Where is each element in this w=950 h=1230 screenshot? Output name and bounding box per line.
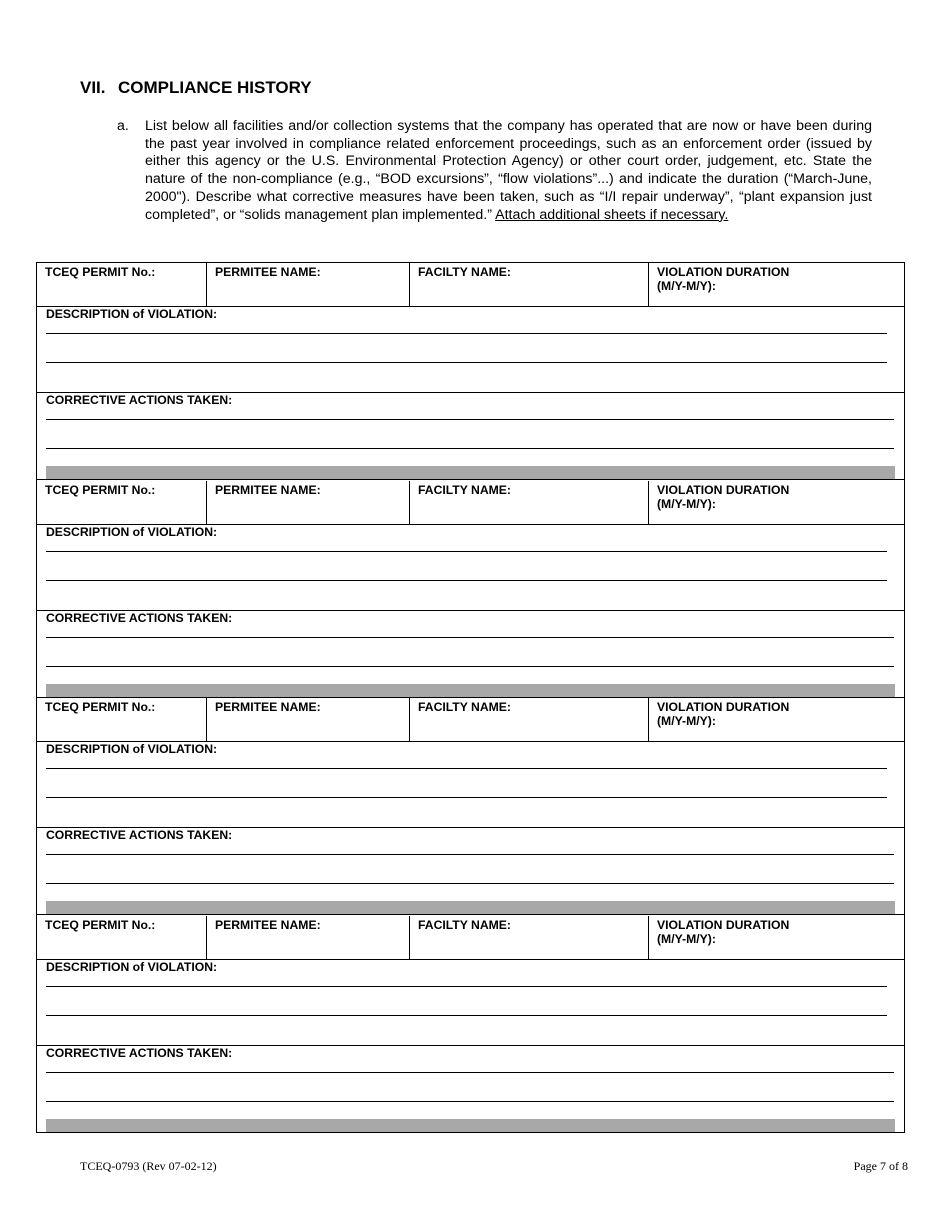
corrective-label: CORRECTIVE ACTIONS TAKEN:	[46, 610, 233, 625]
corrective-line[interactable]	[46, 419, 894, 420]
permit-number-label: TCEQ PERMIT No.:	[45, 265, 156, 279]
description-line[interactable]	[46, 768, 887, 769]
permit-number-field[interactable]	[37, 263, 207, 306]
section-heading	[80, 78, 312, 98]
description-label: DESCRIPTION of VIOLATION:	[46, 959, 218, 974]
description-line[interactable]	[46, 333, 887, 334]
page-number: Page 7 of 8	[853, 1159, 908, 1173]
violation-duration-format: (M/Y-M/Y):	[657, 279, 716, 293]
permit-number-label: TCEQ PERMIT No.:	[45, 700, 156, 714]
violation-duration-label: VIOLATION DURATION	[657, 917, 790, 932]
section-title: COMPLIANCE HISTORY	[118, 78, 312, 97]
attach-note: Attach additional sheets if necessary.	[495, 206, 729, 223]
entry-header-row	[37, 698, 904, 742]
permit-number-field[interactable]	[37, 481, 207, 524]
violation-duration-field[interactable]	[649, 698, 904, 741]
description-line[interactable]	[46, 580, 887, 581]
corrective-line[interactable]	[46, 448, 894, 449]
facility-name-field[interactable]	[410, 698, 649, 741]
permit-number-field[interactable]	[37, 698, 207, 741]
facility-name-label: FACILTY NAME:	[418, 917, 511, 932]
instructions-text: List below all facilities and/or collection systems that the company has operated that are now or have been during the past year involved in compliance related enforcement proceedings, such as an enforcement order (issued by either this agency or the U.S. Environmental Protection Agency) or other court order, judgement, etc. State the nature of the non-compliance (e.g., “BOD excursions”, “flow violations”...) and indicate the duration (“March-June, 2000"). Describe what corrective measures have been taken, such as “I/I repair underway”, “plant expansion just completed”, or “solids management plan implemented.”	[145, 118, 872, 223]
permitee-name-label: PERMITEE NAME:	[215, 482, 321, 497]
permitee-name-field[interactable]	[207, 916, 410, 959]
description-label: DESCRIPTION of VIOLATION:	[46, 524, 218, 539]
description-label: DESCRIPTION of VIOLATION:	[46, 307, 218, 321]
corrective-label: CORRECTIVE ACTIONS TAKEN:	[46, 1045, 233, 1060]
violation-duration-label: VIOLATION DURATION	[657, 482, 790, 497]
facility-name-label: FACILTY NAME:	[418, 482, 511, 497]
entry-separator-bar	[37, 901, 904, 915]
violation-entry	[37, 698, 904, 916]
facility-name-label: FACILTY NAME:	[418, 700, 511, 714]
violation-duration-label: VIOLATION DURATION	[657, 265, 790, 279]
permitee-name-label: PERMITEE NAME:	[215, 917, 321, 932]
corrective-label: CORRECTIVE ACTIONS TAKEN:	[46, 828, 233, 842]
entry-header-row	[37, 481, 904, 525]
permit-number-label: TCEQ PERMIT No.:	[45, 482, 156, 497]
permitee-name-field[interactable]	[207, 481, 410, 524]
violation-duration-field[interactable]	[649, 481, 904, 524]
permit-number-field[interactable]	[37, 916, 207, 959]
entry-header-row	[37, 916, 904, 960]
entry-separator-bar	[37, 684, 904, 698]
violation-entry	[37, 481, 904, 699]
entry-separator-bar	[37, 1119, 904, 1133]
corrective-line[interactable]	[46, 637, 894, 638]
facility-name-field[interactable]	[410, 263, 649, 306]
form-identifier: TCEQ-0793 (Rev 07-02-12)	[80, 1159, 217, 1173]
violation-duration-label: VIOLATION DURATION	[657, 700, 790, 714]
facility-name-field[interactable]	[410, 481, 649, 524]
facility-name-field[interactable]	[410, 916, 649, 959]
description-line[interactable]	[46, 986, 887, 987]
permitee-name-field[interactable]	[207, 698, 410, 741]
description-line[interactable]	[46, 1015, 887, 1016]
corrective-line[interactable]	[46, 883, 894, 884]
item-letter: a.	[117, 118, 129, 134]
instructions-paragraph	[117, 118, 872, 224]
corrective-line[interactable]	[46, 666, 894, 667]
violation-duration-format: (M/Y-M/Y):	[657, 931, 716, 946]
violation-entry	[37, 916, 904, 1134]
violation-duration-format: (M/Y-M/Y):	[657, 496, 716, 511]
description-line[interactable]	[46, 797, 887, 798]
section-number: VII.	[80, 78, 106, 97]
violation-duration-field[interactable]	[649, 916, 904, 959]
violation-entry	[37, 263, 904, 481]
corrective-line[interactable]	[46, 1072, 894, 1073]
corrective-line[interactable]	[46, 1101, 894, 1102]
facility-name-label: FACILTY NAME:	[418, 265, 511, 279]
description-line[interactable]	[46, 362, 887, 363]
corrective-line[interactable]	[46, 854, 894, 855]
permitee-name-label: PERMITEE NAME:	[215, 265, 321, 279]
description-label: DESCRIPTION of VIOLATION:	[46, 742, 218, 756]
compliance-history-form	[36, 262, 905, 1133]
entry-header-row	[37, 263, 904, 307]
corrective-label: CORRECTIVE ACTIONS TAKEN:	[46, 393, 233, 407]
description-line[interactable]	[46, 551, 887, 552]
violation-duration-format: (M/Y-M/Y):	[657, 714, 716, 728]
permitee-name-field[interactable]	[207, 263, 410, 306]
permit-number-label: TCEQ PERMIT No.:	[45, 917, 156, 932]
entry-separator-bar	[37, 466, 904, 480]
permitee-name-label: PERMITEE NAME:	[215, 700, 321, 714]
violation-duration-field[interactable]	[649, 263, 904, 306]
